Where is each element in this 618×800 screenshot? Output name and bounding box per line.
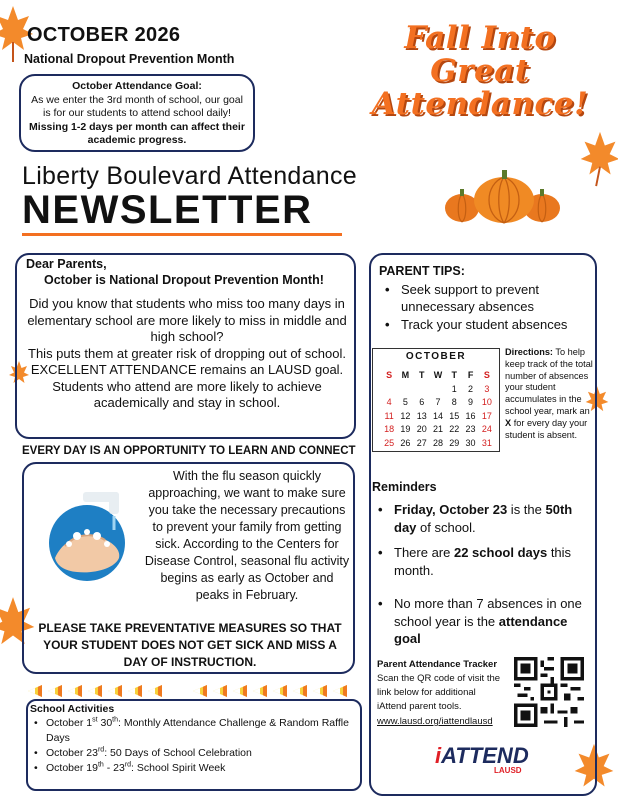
list-item: • October 23rd: 50 Days of School Celebration xyxy=(30,746,358,761)
dear-parents-subheading: October is National Dropout Prevention Month! xyxy=(44,273,324,287)
calendar-date: 31 xyxy=(481,437,492,448)
calendar-day-header: S xyxy=(386,370,393,380)
qr-code-image[interactable] xyxy=(514,657,584,727)
fall-into-attendance-title xyxy=(355,22,605,121)
calendar-date: 10 xyxy=(481,397,492,407)
goal-title: October Attendance Goal: xyxy=(72,80,202,92)
calendar-date: 4 xyxy=(386,397,392,407)
calendar-date: 23 xyxy=(465,424,476,434)
directions-text-end: for every day your student is absent. xyxy=(505,417,588,440)
dear-paragraph: Did you know that students who miss too many days in elementary school are more likely to miss in middle and high school? xyxy=(27,296,347,344)
calendar-date: 28 xyxy=(432,437,443,448)
iattend-logo: iATTEND xyxy=(435,743,529,768)
calendar-date: 8 xyxy=(451,397,457,407)
calendar-date: 24 xyxy=(481,424,492,434)
flu-season-text: With the flu season quickly approaching, we want to make sure you take the necessary precautions to prevent your family from getting sick. According to the Centers for Disease Control, seasonal flu activity begins as early as October and peaks in February. xyxy=(144,469,350,602)
calendar-date: 12 xyxy=(400,410,411,421)
calendar-date: 9 xyxy=(468,397,474,407)
calendar-date: 18 xyxy=(384,424,395,434)
school-name: Liberty Boulevard Attendance xyxy=(22,162,358,190)
preventative-measures-text: PLEASE TAKE PREVENTATIVE MEASURES SO THAT YOUR STUDENT DOES NOT GET SICK AND MISS A DAY OF INSTRUCTION. xyxy=(38,621,342,669)
calendar-date: 17 xyxy=(481,410,492,421)
calendar-date: 14 xyxy=(432,410,443,421)
calendar-date: 11 xyxy=(384,410,394,421)
list-item: • October 19th - 23rd: School Spirit Week xyxy=(30,761,358,776)
newsletter-heading: NEWSLETTER xyxy=(22,188,313,232)
calendar-day-header: M xyxy=(401,370,410,380)
maple-leaf-icon xyxy=(578,130,618,188)
dropout-month-subtitle: National Dropout Prevention Month xyxy=(24,52,235,66)
dear-paragraph: This puts them at greater risk of dropping out of school. xyxy=(28,345,346,361)
attendance-goal-box xyxy=(19,74,255,152)
list-item: • Track your student absences xyxy=(385,316,590,333)
calendar-date: 26 xyxy=(400,437,411,448)
tracker-title: Parent Attendance Tracker xyxy=(377,659,498,670)
calendar-date: 21 xyxy=(432,424,443,434)
calendar-date: 30 xyxy=(465,437,476,448)
tracker-text: Scan the QR code of visit the link below for additional iAttend parent tools. xyxy=(377,673,501,712)
orange-divider xyxy=(22,233,342,236)
calendar-date xyxy=(381,383,397,397)
calendar-date: 19 xyxy=(400,424,411,434)
calendar-date: 1 xyxy=(451,383,457,394)
goal-text: As we enter the 3rd month of school, our goal is for our students to attend school daily! xyxy=(31,93,243,119)
list-item: • There are 22 school days this month. xyxy=(378,544,590,579)
calendar-date: 6 xyxy=(419,397,425,407)
calendar-date: 3 xyxy=(484,383,490,394)
newsletter-month: OCTOBER 2026 xyxy=(27,24,181,46)
dear-paragraph: EXCELLENT ATTENDANCE remains an LAUSD goal. Students who attend are more likely to achieve academically and stay in school. xyxy=(30,362,344,410)
directions-label: Directions: xyxy=(505,347,553,357)
reminders-list xyxy=(378,501,590,648)
calendar-directions xyxy=(505,347,597,441)
iattend-link[interactable]: www.lausd.org/iattendlausd xyxy=(377,716,493,727)
calendar-date: 5 xyxy=(402,397,408,407)
every-day-heading: EVERY DAY IS AN OPPORTUNITY TO LEARN AND CONNECT xyxy=(22,445,356,457)
list-item: • No more than 7 absences in one school year is the attendance goal xyxy=(378,595,590,648)
calendar-date: 27 xyxy=(416,437,427,448)
calendar-date xyxy=(414,383,430,397)
calendar-date: 13 xyxy=(416,410,427,421)
dear-parents-greeting: Dear Parents, xyxy=(26,257,107,271)
school-activities-title: School Activities xyxy=(30,703,115,715)
reminders-title: Reminders xyxy=(372,480,437,494)
fall-title-line2: Attendance! xyxy=(371,86,589,122)
directions-mark: X xyxy=(505,417,512,428)
directions-text: To help keep track of the total number of absences your student accumulates in the school year, mark an xyxy=(505,347,593,416)
calendar-date: 25 xyxy=(384,437,395,448)
goal-bold-text: Missing 1-2 days per month can affect their academic progress. xyxy=(29,120,245,146)
list-item: • October 1st 30th: Monthly Attendance Challenge & Random Raffle Days xyxy=(30,716,358,746)
candy-corn-row xyxy=(28,684,358,698)
parent-tips-list xyxy=(385,281,590,334)
list-item: • Friday, October 23 is the 50th day of school. xyxy=(378,501,590,536)
calendar-date: 29 xyxy=(449,437,460,448)
calendar-date: 15 xyxy=(449,410,460,421)
calendar-day-header: W xyxy=(433,370,443,380)
lausd-logo-text: LAUSD xyxy=(494,766,522,775)
calendar-date: 22 xyxy=(449,424,460,434)
pumpkins-image xyxy=(442,166,564,224)
calendar-day-header: T xyxy=(451,370,458,380)
calendar-date xyxy=(397,383,413,397)
calendar-day-header: S xyxy=(483,370,490,380)
calendar-date: 2 xyxy=(468,383,474,394)
handwashing-icon xyxy=(35,488,145,583)
calendar-date xyxy=(430,383,446,397)
calendar-title: OCTOBER xyxy=(405,351,467,362)
dear-parents-body xyxy=(26,296,348,412)
calendar-day-header: T xyxy=(418,370,425,380)
calendar-date: 7 xyxy=(435,397,441,407)
calendar-date: 16 xyxy=(465,410,476,421)
parent-tips-title: PARENT TIPS: xyxy=(379,264,465,278)
calendar-day-header: F xyxy=(467,370,474,380)
school-activities-list xyxy=(30,716,358,776)
list-item: • Seek support to prevent unnecessary absences xyxy=(385,281,590,315)
calendar-date: 20 xyxy=(416,424,427,434)
calendar-grid xyxy=(381,369,495,450)
fall-title-line1: Fall Into Great xyxy=(404,20,556,89)
